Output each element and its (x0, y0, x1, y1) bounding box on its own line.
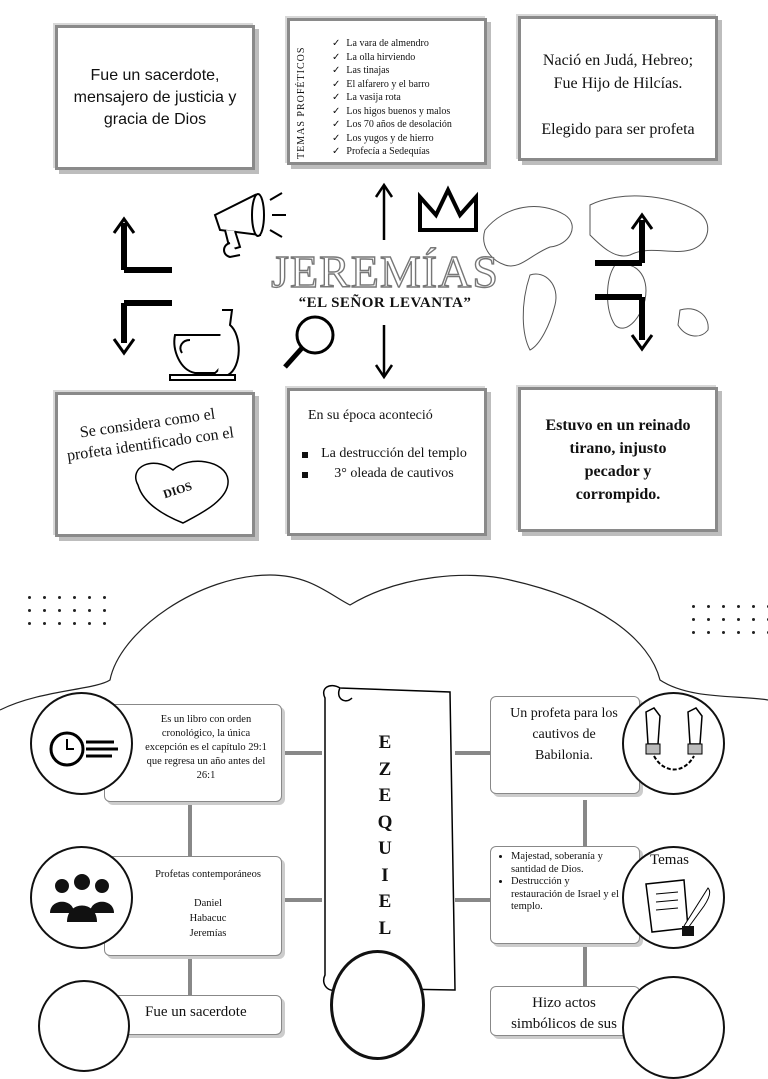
nacio-line-3: Elegido para ser profeta (541, 121, 695, 138)
profeta-name: Habacuc (189, 913, 227, 924)
chained-hands-icon (624, 694, 723, 793)
fue-sacerdote-text: Fue un sacerdote (145, 1004, 247, 1020)
box-temas-ezequiel (490, 846, 640, 944)
dots-right (692, 605, 768, 634)
clock-icon (32, 694, 131, 793)
portrait-circle (330, 950, 425, 1060)
box-profeta-identificado (55, 392, 255, 537)
box-sacerdote (55, 25, 255, 170)
orden-text: Es un libro con orden cronológico, la única excepción es el capítulo 29:1 que regresa un año antes del 26:1 (145, 714, 267, 781)
identificado-text: Se considera como el profeta identificado con el (65, 405, 236, 465)
profeta-name: Jeremías (189, 928, 227, 939)
temas-list (332, 37, 452, 159)
dots-left (28, 596, 106, 625)
figure-circle-left (38, 980, 130, 1072)
box-en-su-epoca (287, 388, 487, 536)
world-map-icon (484, 196, 708, 350)
box-sacerdote-text: Fue un sacerdote, mensajero de justicia y gracia de Dios (73, 66, 237, 128)
tema-item: ✓ Los higos buenos y malos (332, 105, 452, 119)
box-reinado-tirano (518, 387, 718, 532)
nacio-line-2: Fue Hijo de Hilcías. (553, 75, 683, 92)
temas-vertical-title: TEMAS PROFÉTICOS (296, 46, 307, 159)
magnifier-icon (285, 317, 333, 367)
crown-icon (420, 190, 476, 230)
jeremias-title: JEREMÍAS (271, 246, 499, 297)
tema-item: ✓ La vara de almendro (332, 37, 452, 51)
tema-ezequiel-item: • Majestad, soberanía y santidad de Dios. (511, 851, 619, 876)
clock-circle (30, 692, 133, 795)
box-profeta-cautivos (490, 696, 640, 794)
epoca-item: La destrucción del templo (298, 444, 468, 464)
jeremias-subtitle: “EL SEÑOR LEVANTA” (298, 295, 472, 311)
arrow-down-center (376, 325, 392, 377)
cautivos-text: Un profeta para los cautivos de Babilonia. (510, 706, 618, 763)
ezequiel-vertical-title: E Z E Q U I E L (377, 732, 395, 939)
tema-item: ✓ La olla hirviendo (332, 51, 452, 65)
reinado-text: Estuvo en un reinado tirano, injusto pecador y corrompido. (545, 416, 691, 503)
epoca-item: 3° oleada de cautivos (298, 464, 468, 484)
chains-circle (622, 692, 725, 795)
tema-item: ✓ Los 70 años de desolación (332, 118, 452, 132)
profeta-name: Daniel (194, 898, 222, 909)
box-nacio-en-juda (518, 16, 718, 161)
pottery-icon (170, 310, 239, 380)
temas-label: Temas (650, 852, 689, 868)
people-icon (32, 848, 131, 947)
tema-item: ✓ El alfarero y el barro (332, 78, 452, 92)
arrow-down-left (124, 303, 172, 343)
head-circle (622, 976, 725, 1079)
epoca-title: En su época aconteció (308, 408, 433, 423)
nacio-line-1: Nació en Judá, Hebreo; (542, 52, 694, 69)
profetas-title: Profetas contemporáneos (155, 869, 261, 880)
arrow-up-center (376, 185, 392, 240)
actos-text: Hizo actos simbólicos de sus (511, 995, 617, 1032)
box-fue-sacerdote (104, 995, 282, 1035)
tema-ezequiel-item: • Destrucción y restauración de Israel y el templo. (511, 876, 619, 914)
heart-label: DIOS (161, 478, 194, 502)
tema-item: ✓ Los yugos y de hierro (332, 132, 452, 146)
box-actos-simbolicos (490, 986, 640, 1036)
temas-circle (622, 846, 725, 949)
tema-item: ✓ Las tinajas (332, 64, 452, 78)
tema-item: ✓ La vasija rota (332, 91, 452, 105)
box-temas-profeticos (287, 18, 487, 165)
tema-item: ✓ Profecía a Sedequías (332, 145, 452, 159)
temas-ezequiel-list (491, 851, 619, 914)
people-circle (30, 846, 133, 949)
epoca-list (298, 444, 468, 484)
